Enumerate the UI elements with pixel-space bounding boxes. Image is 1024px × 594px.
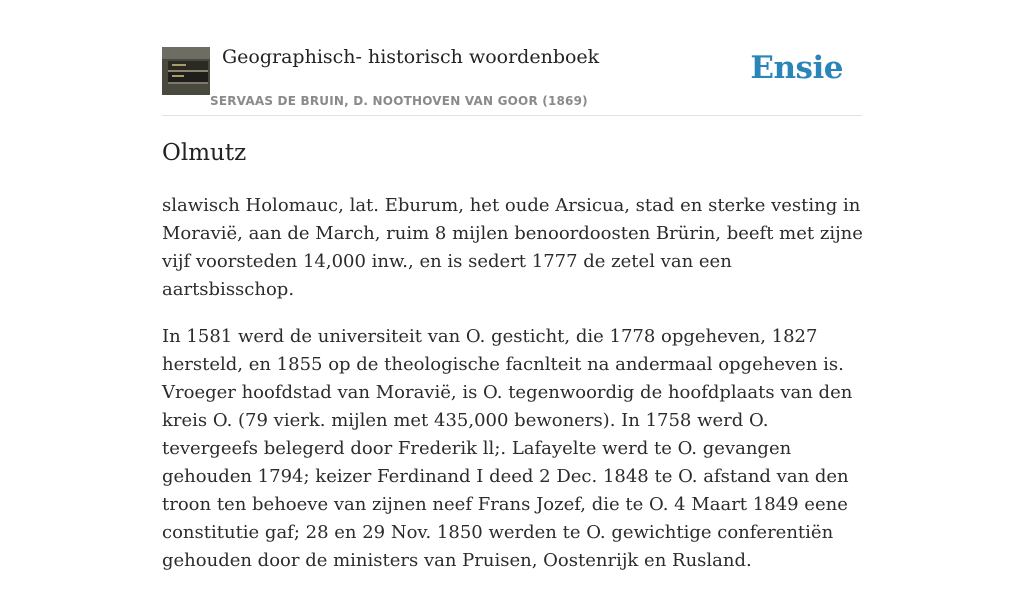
entry-paragraph: slawisch Holomauc, lat. Eburum, het oude Arsicua, stad en sterke vesting in Moravië, aan de March, ruim 8 mijlen benoordoosten Brürin, beeft met zijne vijf voorsteden 14,000 inw., en is sedert 1777 de zetel van een aartsbisschop.: [162, 195, 863, 300]
entry-paragraph: In 1581 werd de universiteit van O. gesticht, die 1778 opgeheven, 1827 hersteld, en 1855 op de theologische facnlteit na andermaal opgeheven is. Vroeger hoofdstad van Moravië, is O. tegenwoordig de hoofdplaats van den kreis O. (79 vierk. mijlen met 435,000 bewoners). In 1758 werd O. tevergeefs belegerd door Frederik ll;. Lafayelte werd te O. gevangen gehouden 1794; keizer Ferdinand I deed 2 Dec. 1848 te O. afstand van den troon ten behoeve van zijnen neef Frans Jozef, die te O. 4 Maart 1849 eene constitutie gaf; 28 en 29 Nov. 1850 werden te O. gewichtige conferentiën gehouden door de ministers van Pruisen, Oostenrijk en Rusland.: [162, 326, 853, 571]
book-title[interactable]: Geographisch- historisch woordenboek: [222, 46, 600, 68]
entry-body: [162, 192, 868, 594]
source-header: [162, 0, 862, 116]
book-authors: SERVAAS DE BRUIN, D. NOOTHOVEN VAN GOOR (1869): [210, 94, 588, 108]
content-column: [162, 0, 863, 571]
entry-title: Olmutz: [162, 140, 247, 166]
book-cover-icon[interactable]: [162, 47, 210, 95]
ensie-logo[interactable]: Ensie: [750, 50, 843, 86]
